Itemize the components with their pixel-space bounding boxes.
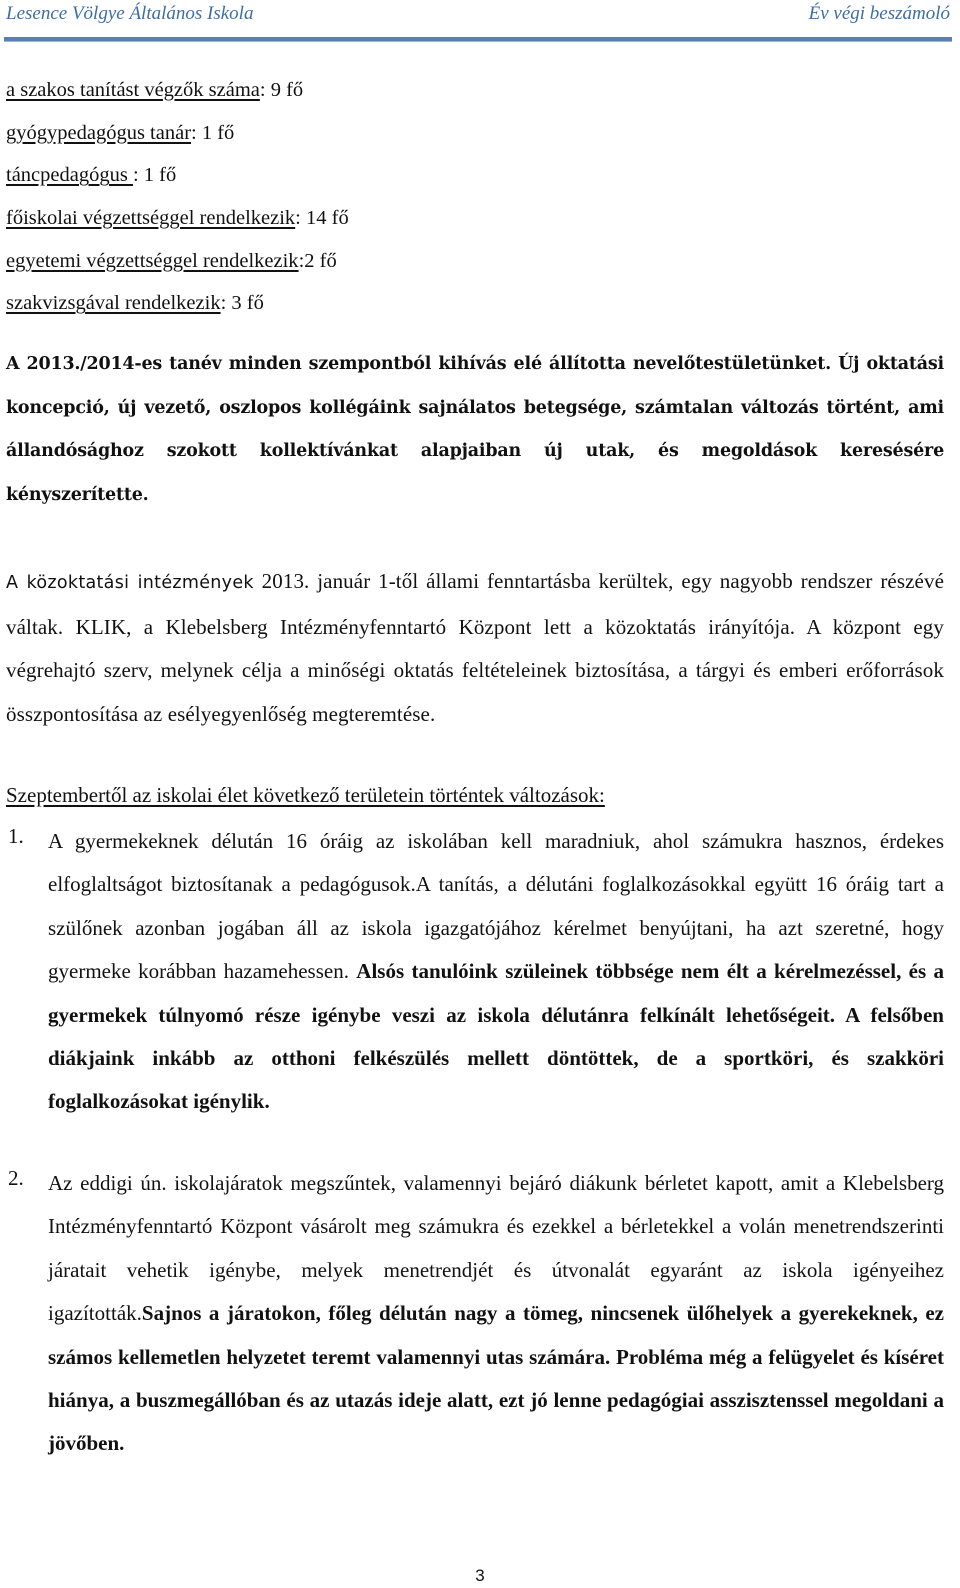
klik-paragraph: [6, 560, 944, 736]
staff-item: [6, 158, 349, 201]
klik-body-text: 2013. január 1-től állami fenntartásba kerültek, egy nagyobb rendszer részévé váltak. KLIK, a Klebelsberg Intézményfenntartó Központ lett a közoktatás irányítója. A központ egy végrehajtó szerv, melynek célja a minőségi oktatás feltételeinek biztosítása, a tárgyi és emberi erőforrások összpontosítása az esélyegyenlőség megteremtése.: [6, 569, 944, 726]
staff-item-label: főiskolai végzettséggel rendelkezik: [6, 207, 296, 230]
staff-item: [6, 116, 349, 159]
staff-item: [6, 201, 349, 244]
list-item-text: A gyermekeknek délután 16 óráig az iskolában kell maradniuk, ahol számukra hasznos, érdekes elfoglaltságot biztosítanak a pedagógusok.A tanítás, a délutáni foglalkozásokkal együtt 16 óráig tart a szülőnek azonban jogában áll az iskola igazgatójához kérelmet benyújtani, ha azt szeretné, hogy gyermeke korábban hazamehessen.: [48, 829, 944, 984]
staff-item-label: táncpedagógus: [6, 164, 133, 187]
staff-item-label: szakvizsgával rendelkezik: [6, 292, 221, 315]
staff-item-separator: :: [298, 249, 305, 272]
list-item: [48, 1162, 944, 1466]
staff-item-separator: :: [220, 292, 227, 315]
staff-item-separator: :: [259, 79, 266, 101]
staff-item-value: 3 fő: [226, 292, 264, 315]
list-number: 1.: [8, 824, 24, 848]
page-header: [0, 0, 960, 40]
list-item-bold-text: Sajnos a járatokon, főleg délután nagy a tömeg, nincsenek ülőhelyek a gyerekeknek, ez számos kellemetlen helyzetet teremt valamennyi utas számára. Probléma még a felügyelet és kíséret hiánya, a buszmegállóban és az utazás ideje alatt, ezt jó lenne pedagógiai asszisztenssel megoldani a jövőben.: [48, 1301, 944, 1456]
staff-item: [6, 286, 349, 329]
header-document-title: Év végi beszámoló: [808, 3, 950, 24]
intro-paragraph: A 2013./2014-es tanév minden szempontból kihívás elé állította nevelőtestületünket. Új oktatási koncepció, új vezető, oszlopos kollégáink sajnálatos betegsége, számtalan változás történt, ami állandósághoz szokott kollektívánkat alapjaiban új utak, és megoldások keresésére kényszerítette.: [6, 354, 944, 505]
staff-item-value: 14 fő: [300, 207, 349, 230]
staff-item-separator: :: [191, 121, 197, 144]
staff-item-label: a szakos tanítást végzők száma: [6, 79, 260, 101]
klik-lead-text: A közoktatási intézmények: [6, 573, 254, 593]
staff-item-label: gyógypedagógus tanár: [6, 121, 192, 144]
staff-item-value: 1 fő: [138, 164, 177, 187]
staff-item: [6, 73, 349, 116]
staff-item-value: 1 fő: [196, 121, 235, 144]
staff-statistics-list: [6, 73, 349, 329]
staff-item-separator: :: [295, 207, 301, 230]
list-number: 2.: [8, 1166, 24, 1190]
header-rule: [4, 37, 952, 42]
staff-item-value: 9 fő: [265, 79, 304, 101]
list-item-text: Az eddigi ún. iskolajáratok megszűntek, valamennyi bejáró diákunk bérletet kapott, amit a Klebelsberg Intézményfenntartó Központ vásárolt meg számukra és ezekkel a bérletekkel a volán menetrendszerinti járatait vehetik igénybe, melyek menetrendjét és útvonalát egyaránt az iskola igényeihez igazították.: [48, 1171, 944, 1326]
staff-item-value: 2 fő: [304, 249, 337, 272]
list-item-bold-text: Alsós tanulóink szüleinek többsége nem élt a kérelmezéssel, és a gyermekek túlnyomó része igénybe veszi az iskola délutánra felkínált lehetőségeit. A felsőben diákjaink inkább az otthoni felkészülés mellett döntöttek, de a sportköri, és szakköri foglalkozásokat igénylik.: [48, 959, 944, 1114]
staff-item-separator: :: [132, 164, 139, 187]
header-school-name: Lesence Völgye Általános Iskola: [6, 3, 254, 24]
page-number: 3: [475, 1566, 485, 1585]
changes-heading: Szeptembertől az iskolai élet következő területein történtek változások:: [6, 783, 605, 807]
list-item: [48, 820, 944, 1124]
staff-item-label: egyetemi végzettséggel rendelkezik: [6, 249, 299, 272]
staff-item: [6, 244, 349, 287]
